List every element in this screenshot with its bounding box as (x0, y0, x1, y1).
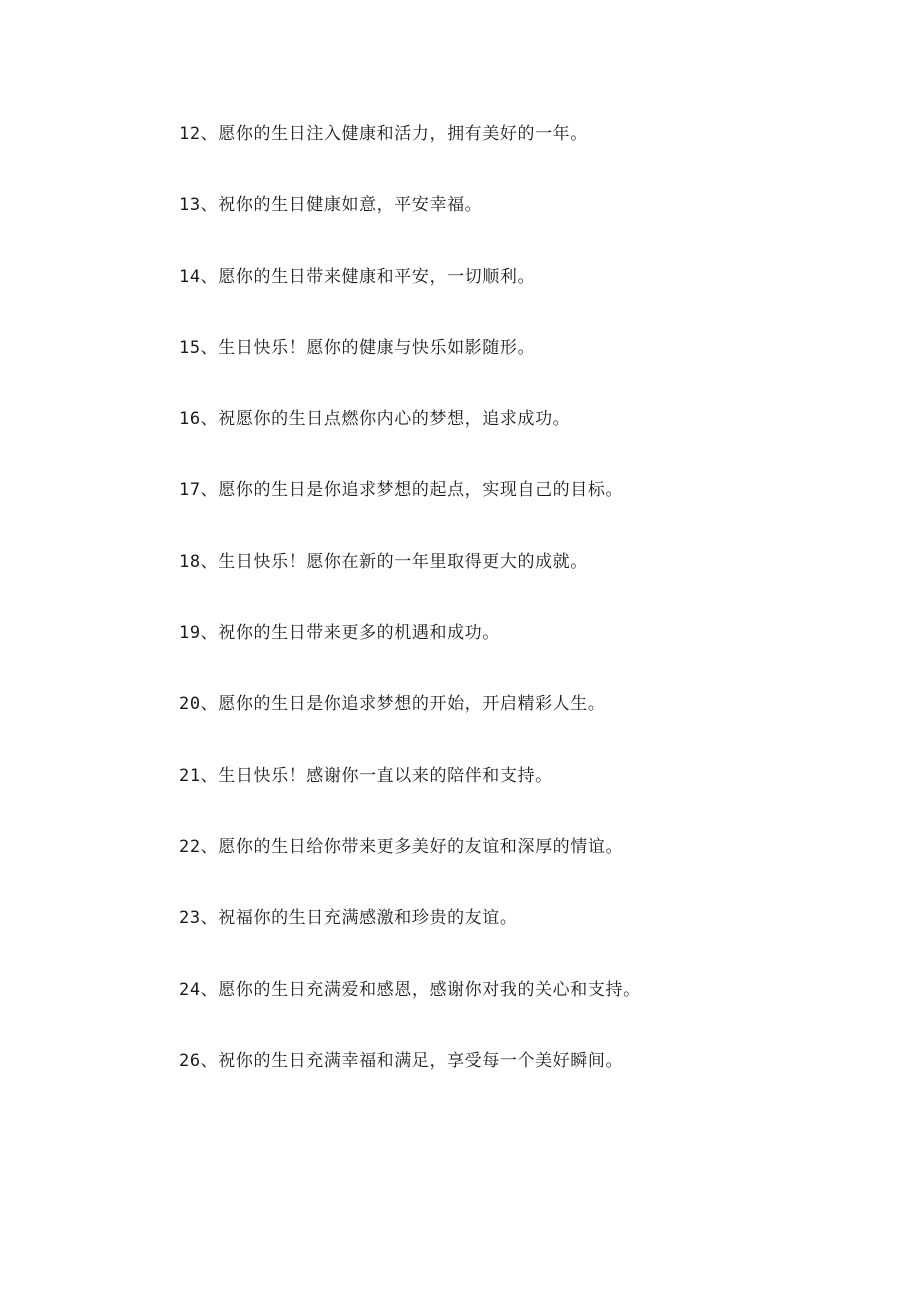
list-item: 18、生日快乐！愿你在新的一年里取得更大的成就。 (179, 551, 588, 572)
list-item: 14、愿你的生日带来健康和平安，一切顺利。 (179, 266, 536, 287)
list-item: 22、愿你的生日给你带来更多美好的友谊和深厚的情谊。 (179, 836, 624, 857)
list-item: 20、愿你的生日是你追求梦想的开始，开启精彩人生。 (179, 694, 606, 715)
list-item: 17、愿你的生日是你追求梦想的起点，实现自己的目标。 (179, 480, 624, 501)
list-item: 13、祝你的生日健康如意，平安幸福。 (179, 195, 483, 216)
list-item: 26、祝你的生日充满幸福和满足，享受每一个美好瞬间。 (179, 1050, 624, 1071)
list-item: 12、愿你的生日注入健康和活力，拥有美好的一年。 (179, 124, 588, 144)
list-item: 15、生日快乐！愿你的健康与快乐如影随形。 (179, 337, 536, 358)
list-item: 16、祝愿你的生日点燃你内心的梦想，追求成功。 (179, 409, 571, 430)
list-item: 19、祝你的生日带来更多的机遇和成功。 (179, 623, 500, 644)
wish-list (179, 120, 879, 1118)
list-item: 21、生日快乐！感谢你一直以来的陪伴和支持。 (179, 765, 553, 786)
list-item: 24、愿你的生日充满爱和感恩，感谢你对我的关心和支持。 (179, 979, 641, 1000)
list-item: 23、祝福你的生日充满感激和珍贵的友谊。 (179, 908, 518, 929)
